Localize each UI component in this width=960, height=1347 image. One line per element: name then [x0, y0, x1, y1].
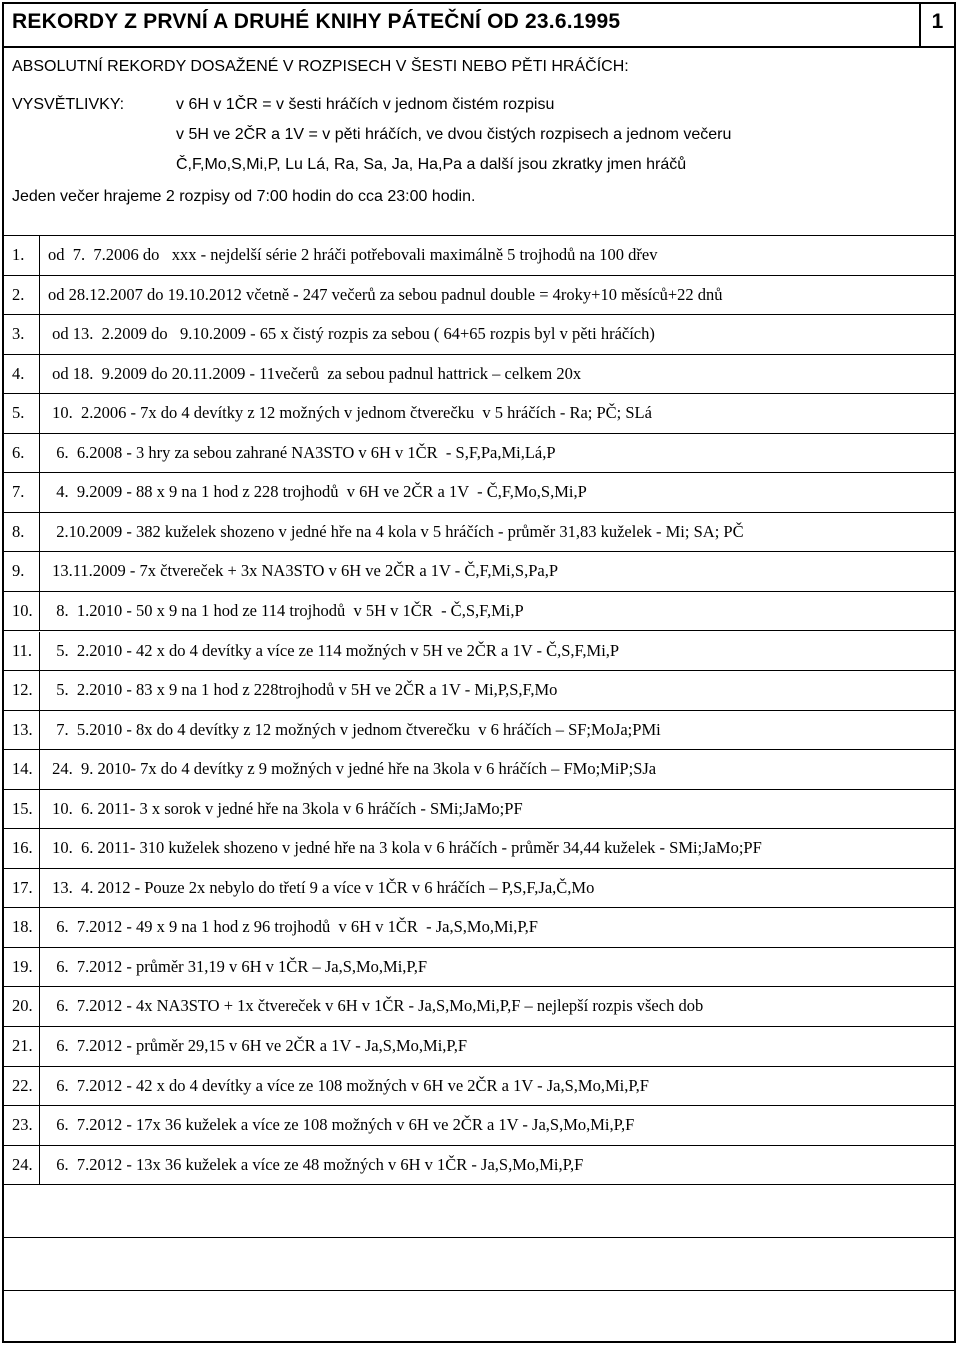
- row-number: 24.: [12, 1154, 33, 1174]
- row-number: 12.: [12, 680, 33, 700]
- table-row: [4, 1146, 954, 1186]
- record-text: 10. 6. 2011- 310 kuželek shozeno v jedné hře na 3 kola v 6 hráčích - průměr 34,44 kuželek - SMi;JaMo;PF: [48, 838, 762, 858]
- record-text: 6. 7.2012 - průměr 31,19 v 6H v 1ČR – Ja,S,Mo,Mi,P,F: [48, 956, 428, 976]
- record-text: 5. 2.2010 - 42 x do 4 devítky a více ze 114 možných v 5H ve 2ČR a 1V - Č,S,F,Mi,P: [48, 640, 620, 660]
- page-title: REKORDY Z PRVNÍ A DRUHÉ KNIHY PÁTEČNÍ OD 23.6.1995: [12, 10, 621, 33]
- table-row: [4, 276, 954, 316]
- table-row: [4, 869, 954, 909]
- table-row: [4, 750, 954, 790]
- table-row: [4, 829, 954, 869]
- intro-note: Jeden večer hrajeme 2 rozpisy od 7:00 hodin do cca 23:00 hodin.: [12, 188, 476, 205]
- row-number: 20.: [12, 996, 33, 1016]
- row-number: 8.: [12, 521, 25, 541]
- record-text: od 13. 2.2009 do 9.10.2009 - 65 x čistý rozpis za sebou ( 64+65 rozpis byl v pěti hráčích): [48, 324, 655, 344]
- row-number-cell: [4, 1027, 40, 1066]
- table-row: [4, 671, 954, 711]
- record-text: 13. 4. 2012 - Pouze 2x nebylo do třetí 9 a více v 1ČR v 6 hráčích – P,S,F,Ja,Č,Mo: [48, 877, 595, 897]
- table-row: [4, 987, 954, 1027]
- record-text: od 7. 7.2006 do xxx - nejdelší série 2 hráči potřebovali maximálně 5 trojhodů na 100 dřev: [48, 245, 658, 264]
- record-text: 6. 7.2012 - 42 x do 4 devítky a více ze 108 možných v 6H ve 2ČR a 1V - Ja,S,Mo,Mi,P,F: [48, 1075, 649, 1095]
- legend-label: VYSVĚTLIVKY:: [12, 96, 125, 113]
- row-number: 16.: [12, 838, 33, 858]
- table-row: [4, 434, 954, 474]
- table-row: [4, 908, 954, 948]
- row-number: 14.: [12, 759, 33, 779]
- row-number: 18.: [12, 917, 33, 937]
- record-text: 6. 7.2012 - 13x 36 kuželek a více ze 48 možných v 6H v 1ČR - Ja,S,Mo,Mi,P,F: [48, 1154, 584, 1174]
- record-text: 8. 1.2010 - 50 x 9 na 1 hod ze 114 trojhodů v 5H v 1ČR - Č,S,F,Mi,P: [48, 600, 524, 620]
- legend-line-2: v 5H ve 2ČR a 1V = v pěti hráčích, ve dvou čistých rozpisech a jednom večeru: [176, 126, 732, 143]
- row-number-cell: [4, 276, 40, 315]
- row-number-cell: [4, 473, 40, 512]
- record-text: od 18. 9.2009 do 20.11.2009 - 11večerů za sebou padnul hattrick – celkem 20x: [48, 363, 582, 383]
- row-number-cell: [4, 829, 40, 868]
- row-number: 21.: [12, 1036, 33, 1055]
- table-row: [4, 315, 954, 355]
- table-row: [4, 632, 954, 672]
- table-row: [4, 236, 954, 276]
- row-number-cell: [4, 711, 40, 750]
- row-number-cell: [4, 1146, 40, 1185]
- record-text: 6. 6.2008 - 3 hry za sebou zahrané NA3STO v 6H v 1ČR - S,F,Pa,Mi,Lá,P: [48, 442, 556, 462]
- row-number-cell: [4, 434, 40, 473]
- records-sheet: [2, 2, 956, 1343]
- row-number: 10.: [12, 600, 33, 620]
- record-text: 7. 5.2010 - 8x do 4 devítky z 12 možných v jednom čtverečku v 6 hráčích – SF;MoJa;PMi: [48, 719, 661, 739]
- record-text: 6. 7.2012 - 4x NA3STO + 1x čtvereček v 6H v 1ČR - Ja,S,Mo,Mi,P,F – nejlepší rozpis všech dob: [48, 996, 704, 1016]
- row-number-cell: [4, 948, 40, 987]
- row-number-cell: [4, 394, 40, 433]
- row-number-cell: [4, 355, 40, 394]
- row-number-cell: [4, 592, 40, 631]
- row-number-cell: [4, 987, 40, 1026]
- table-row: [4, 513, 954, 553]
- row-number: 4.: [12, 363, 25, 383]
- row-number: 11.: [12, 640, 33, 660]
- table-row: [4, 1106, 954, 1146]
- page-number: 1: [931, 10, 944, 33]
- row-number-cell: [4, 236, 40, 275]
- record-text: 4. 9.2009 - 88 x 9 na 1 hod z 228 trojhodů v 6H ve 2ČR a 1V - Č,F,Mo,S,Mi,P: [48, 482, 587, 502]
- row-number: 2.: [12, 284, 25, 304]
- table-row: [4, 473, 954, 513]
- row-number: 23.: [12, 1115, 33, 1135]
- record-text: 5. 2.2010 - 83 x 9 na 1 hod z 228trojhodů v 5H ve 2ČR a 1V - Mi,P,S,F,Mo: [48, 680, 558, 700]
- row-number: 15.: [12, 798, 33, 818]
- row-number: 22.: [12, 1075, 33, 1095]
- row-number-cell: [4, 632, 40, 671]
- empty-row: [4, 1238, 954, 1291]
- row-number: 1.: [12, 245, 25, 264]
- row-number-cell: [4, 552, 40, 591]
- record-text: 13.11.2009 - 7x čtvereček + 3x NA3STO v 6H ve 2ČR a 1V - Č,F,Mi,S,Pa,P: [48, 561, 558, 581]
- table-row: [4, 355, 954, 395]
- row-number: 6.: [12, 442, 25, 462]
- table-row: [4, 394, 954, 434]
- row-number-cell: [4, 1106, 40, 1145]
- row-number-cell: [4, 1067, 40, 1106]
- record-text: 6. 7.2012 - 49 x 9 na 1 hod z 96 trojhodů v 6H v 1ČR - Ja,S,Mo,Mi,P,F: [48, 917, 538, 937]
- table-row: [4, 948, 954, 988]
- intro-heading: ABSOLUTNÍ REKORDY DOSAŽENÉ V ROZPISECH V ŠESTI NEBO PĚTI HRÁČÍCH:: [12, 58, 629, 75]
- record-text: od 28.12.2007 do 19.10.2012 včetně - 247 večerů za sebou padnul double = 4roky+10 měsíců+22 dnů: [48, 284, 723, 304]
- table-row: [4, 552, 954, 592]
- table-row: [4, 790, 954, 830]
- row-number: 19.: [12, 956, 33, 976]
- record-text: 6. 7.2012 - průměr 29,15 v 6H ve 2ČR a 1V - Ja,S,Mo,Mi,P,F: [48, 1036, 468, 1055]
- row-number-cell: [4, 315, 40, 354]
- legend-line-3: Č,F,Mo,S,Mi,P, Lu Lá, Ra, Sa, Ja, Ha,Pa a další jsou zkratky jmen hráčů: [176, 156, 687, 173]
- row-number: 17.: [12, 877, 33, 897]
- row-number-cell: [4, 869, 40, 908]
- row-number-cell: [4, 750, 40, 789]
- row-number: 5.: [12, 403, 25, 423]
- row-number-cell: [4, 671, 40, 710]
- row-number-cell: [4, 908, 40, 947]
- row-number-cell: [4, 790, 40, 829]
- row-number: 13.: [12, 719, 33, 739]
- legend-line-1: v 6H v 1ČR = v šesti hráčích v jednom čistém rozpisu: [176, 96, 555, 113]
- record-text: 10. 2.2006 - 7x do 4 devítky z 12 možných v jednom čtverečku v 5 hráčích - Ra; PČ; SLá: [48, 403, 652, 423]
- row-number: 9.: [12, 561, 25, 581]
- table-row: [4, 1067, 954, 1107]
- intro-section: [4, 48, 954, 236]
- title-row: [4, 4, 954, 48]
- record-text: 6. 7.2012 - 17x 36 kuželek a více ze 108 možných v 6H ve 2ČR a 1V - Ja,S,Mo,Mi,P,F: [48, 1115, 635, 1135]
- table-row: [4, 1027, 954, 1067]
- record-text: 24. 9. 2010- 7x do 4 devítky z 9 možných v jedné hře na 3kola v 6 hráčích – FMo;MiP;SJa: [48, 759, 657, 779]
- row-number: 3.: [12, 324, 25, 344]
- row-number-cell: [4, 513, 40, 552]
- row-number: 7.: [12, 482, 25, 502]
- record-text: 10. 6. 2011- 3 x sorok v jedné hře na 3kola v 6 hráčích - SMi;JaMo;PF: [48, 798, 523, 818]
- record-text: 2.10.2009 - 382 kuželek shozeno v jedné hře na 4 kola v 5 hráčích - průměr 31,83 kuželek - Mi; SA; PČ: [48, 521, 744, 541]
- table-row: [4, 592, 954, 632]
- empty-row: [4, 1185, 954, 1238]
- table-row: [4, 711, 954, 751]
